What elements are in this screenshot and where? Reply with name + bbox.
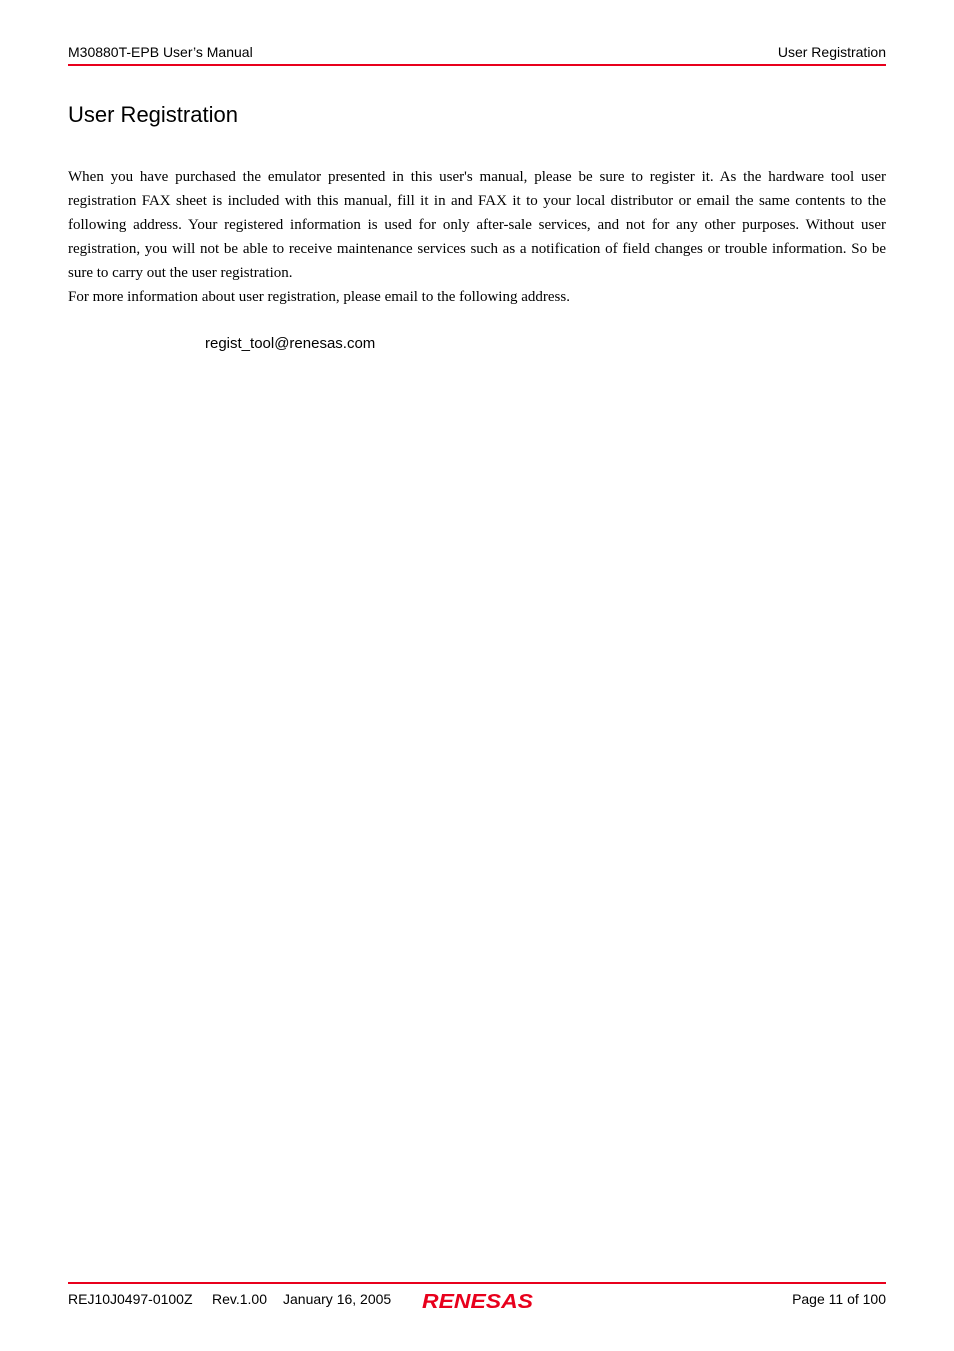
renesas-logo-text: RENESAS (422, 1291, 534, 1311)
paragraph-more-info: For more information about user registration, please email to the following address. (68, 289, 570, 305)
header-section-title: User Registration (777, 44, 886, 60)
footer-doc-number: REJ10J0497-0100Z (68, 1291, 193, 1307)
header-rule (68, 64, 886, 66)
body-text (68, 165, 886, 309)
footer-page-number: Page 11 of 100 (792, 1291, 886, 1307)
header-manual-title: M30880T-EPB User’s Manual (68, 44, 253, 60)
registration-email: regist_tool@renesas.com (205, 335, 376, 352)
footer-rule (68, 1282, 886, 1284)
paragraph-registration: When you have purchased the emulator presented in this user's manual, please be sure to register it. As the hardware tool user registration FAX sheet is included with this manual, fill it in and FAX it to your local distributor or email the same contents to the following address. Your registered information is used for only after-sale services, and not for any other purposes. Without user registration, you will not be able to receive maintenance services such as a notification of field changes or trouble information. So be sure to carry out the user registration. (68, 169, 886, 281)
renesas-logo (421, 1289, 535, 1311)
page-title: User Registration (68, 102, 238, 127)
footer-revision: Rev.1.00 (212, 1291, 267, 1307)
footer-date: January 16, 2005 (283, 1291, 392, 1307)
